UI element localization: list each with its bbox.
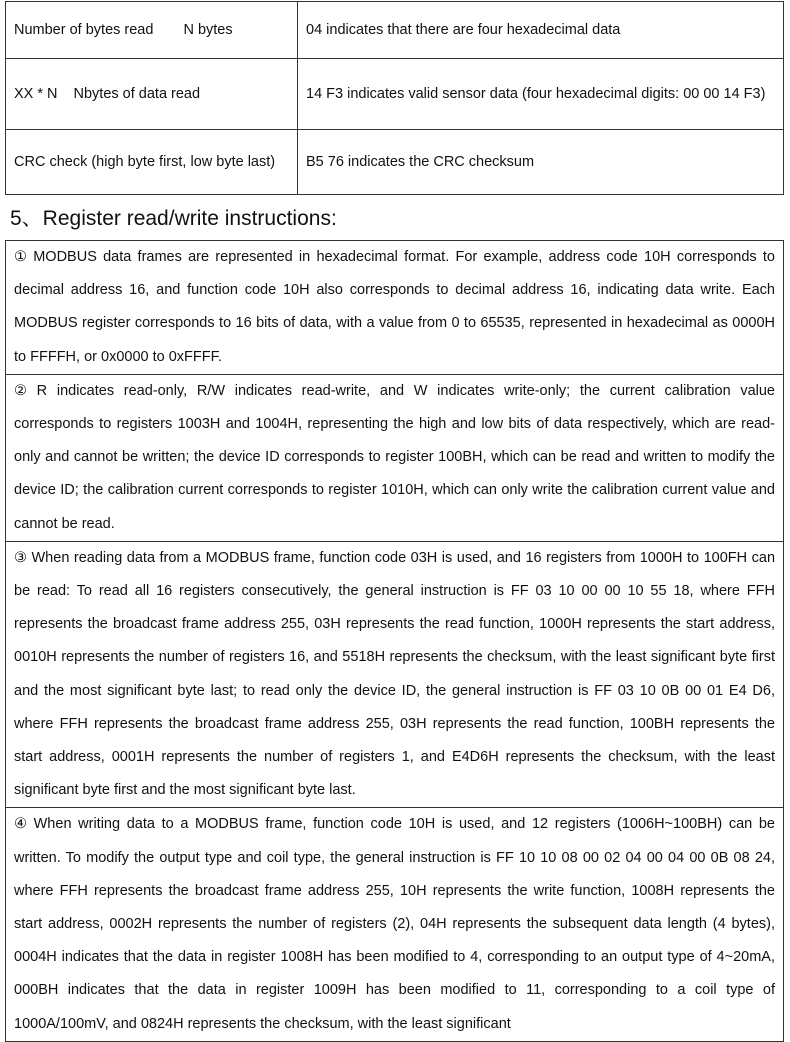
table-cell-field [6, 59, 298, 130]
note-paragraph [6, 807, 783, 1040]
table-row [6, 59, 784, 130]
note-text: MODBUS data frames are represented in hexadecimal format. For example, address code 10H corresponds to decimal address 16, and function code 10H also corresponds to decimal address 16, indicating data write. Each MODBUS register corresponds to 16 bits of data, with a value from 0 to 65535, represented in hexadecimal as 0000H to FFFFH, or 0x0000 to 0xFFFF. [14, 249, 775, 365]
table-cell-description: B5 76 indicates the CRC checksum [298, 130, 784, 195]
field-unit: Nbytes of data read [73, 85, 201, 102]
table-cell-field [6, 130, 298, 195]
note-number: ② [14, 382, 33, 399]
note-number: ① [14, 249, 30, 265]
table-cell-field [6, 2, 298, 59]
note-paragraph [6, 241, 783, 374]
note-number: ④ [14, 816, 30, 833]
note-text: When writing data to a MODBUS frame, function code 10H is used, and 12 registers (1006H~100BH) can be written. To modify the output type and coil type, the general instruction is FF 10 10 08 00 02 04 00 04 00 0B 08 24, where FFH represents the broadcast frame address 255, 10H represents the write function, 1008H represents the start address, 0002H represents the number of registers (2), 04H represents the subsequent data length (4 bytes), 0004H indicates that the data in register 1008H has been modified to 4, corresponding to an output type of 4~20mA, 000BH indicates that the data in register 1009H has been modified to 11, corresponding to a coil type of 1000A/100mV, and 0824H represents the checksum, with the least significant [14, 816, 775, 1032]
table-row [6, 2, 784, 59]
table-row [6, 130, 784, 195]
field-unit: N bytes [183, 21, 233, 38]
instruction-notes-box [5, 240, 784, 1042]
note-paragraph [6, 541, 783, 808]
section-heading: 5、Register read/write instructions: [10, 207, 337, 230]
note-text: When reading data from a MODBUS frame, function code 03H is used, and 16 registers from 1000H to 100FH can be read: To read all 16 registers consecutively, the general instruction is FF 03 10 00 00 10 55 18, where FFH represents the broadcast frame address 255, 03H represents the read function, 1000H represents the start address, 0010H represents the number of registers 16, and 5518H represents the checksum, with the least significant byte first and the most significant byte last; to read only the device ID, the general instruction is FF 03 10 0B 00 01 E4 D6, where FFH represents the broadcast frame address 255, 03H represents the read function, 100BH represents the start address, 0001H represents the number of registers 1, and E4D6H represents the checksum, with the least significant byte first and the most significant byte last. [14, 549, 776, 799]
note-text: R indicates read-only, R/W indicates read-write, and W indicates write-only; the current calibration value corresponds to registers 1003H and 1004H, representing the high and low bits of data respectively, which are read-only and cannot be written; the device ID corresponds to register 100BH, which can be read and written to modify the device ID; the calibration current corresponds to register 1010H, which can only write the calibration current value and cannot be read. [14, 382, 775, 532]
note-number: ③ [14, 549, 28, 566]
field-name: CRC check (high byte first, low byte last) [14, 153, 276, 170]
field-name: XX * N [14, 85, 58, 102]
table-cell-description: 14 F3 indicates valid sensor data (four hexadecimal digits: 00 00 14 F3) [298, 59, 784, 130]
note-paragraph [6, 374, 783, 541]
table-cell-description: 04 indicates that there are four hexadecimal data [298, 2, 784, 59]
response-frame-table [5, 1, 784, 195]
field-name: Number of bytes read [14, 21, 154, 38]
